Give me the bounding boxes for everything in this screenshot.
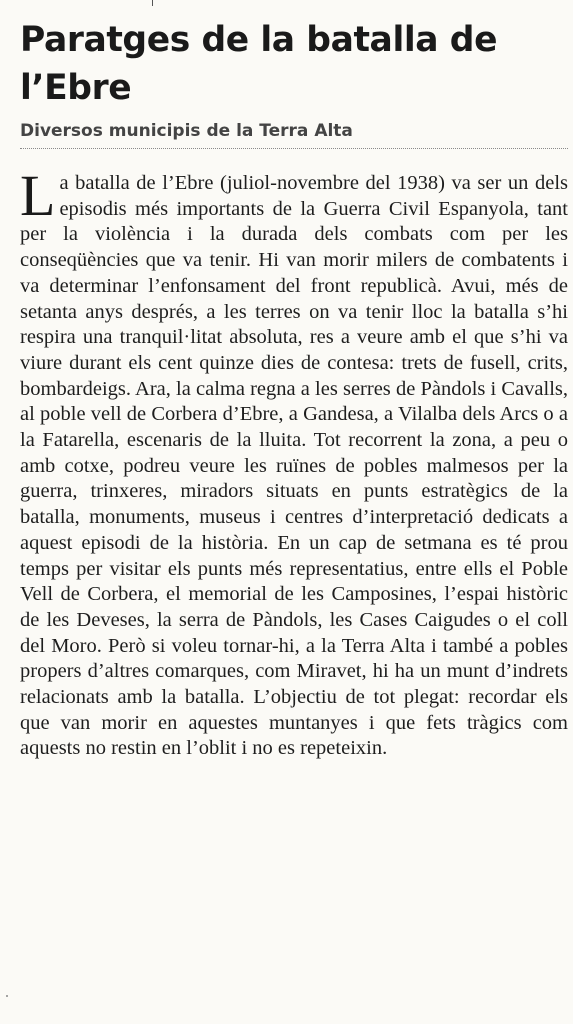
article-body — [20, 163, 568, 762]
article — [20, 16, 568, 762]
article-title: Paratges de la batalla de l’Ebre — [20, 20, 498, 108]
margin-mark — [6, 995, 8, 997]
column-rule-mark — [152, 0, 153, 6]
drop-cap: L — [20, 163, 56, 228]
article-subtitle: Diversos municipis de la Terra Alta — [20, 120, 568, 149]
article-body-text: a batalla de l’Ebre (juliol-novembre del 1938) va ser un dels episodis més importants de la Guerra Civil Espanyola, tant per la violència i la durada dels combats com per les conseqüències que va tenir. Hi van morir milers de combatents i va determinar l’enfonsament del front republicà. Avui, més de setanta anys després, a les terres on va tenir lloc la batalla s’hi respira una tranquil·litat absoluta, res a veure amb el que s’hi va viure durant els cent quinze dies de contesa: trets de fusell, crits, bombardeigs. Ara, la calma regna a les serres de Pàndols i Cavalls, al poble vell de Corbera d’Ebre, a Gandesa, a Vilalba dels Arcs o a la Fatarella, escenaris de la lluita. Tot recorrent la zona, a peu o amb cotxe, podreu veure les ruïnes de pobles malmesos per la guerra, trinxeres, miradors situats en punts estratègics de la batalla, monuments, museus i centres d’interpretació dedicats a aquest episodi de la història. En un cap de setmana es té prou temps per visitar els punts més representatius, entre ells el Poble Vell de Corbera, el memorial de les Camposines, l’espai històric de les Deveses, la serra de Pàndols, les Cases Caigudes o el coll del Moro. Però si voleu tornar-hi, a la Terra Alta i també a pobles propers d’altres comarques, com Miravet, hi ha un munt d’indrets relacionats amb la batalla. L’objectiu de tot plegat: recordar els que van morir en aquestes muntanyes i que fets tràgics com aquests no restin en l’oblit i no es repeteixin. — [20, 172, 568, 760]
